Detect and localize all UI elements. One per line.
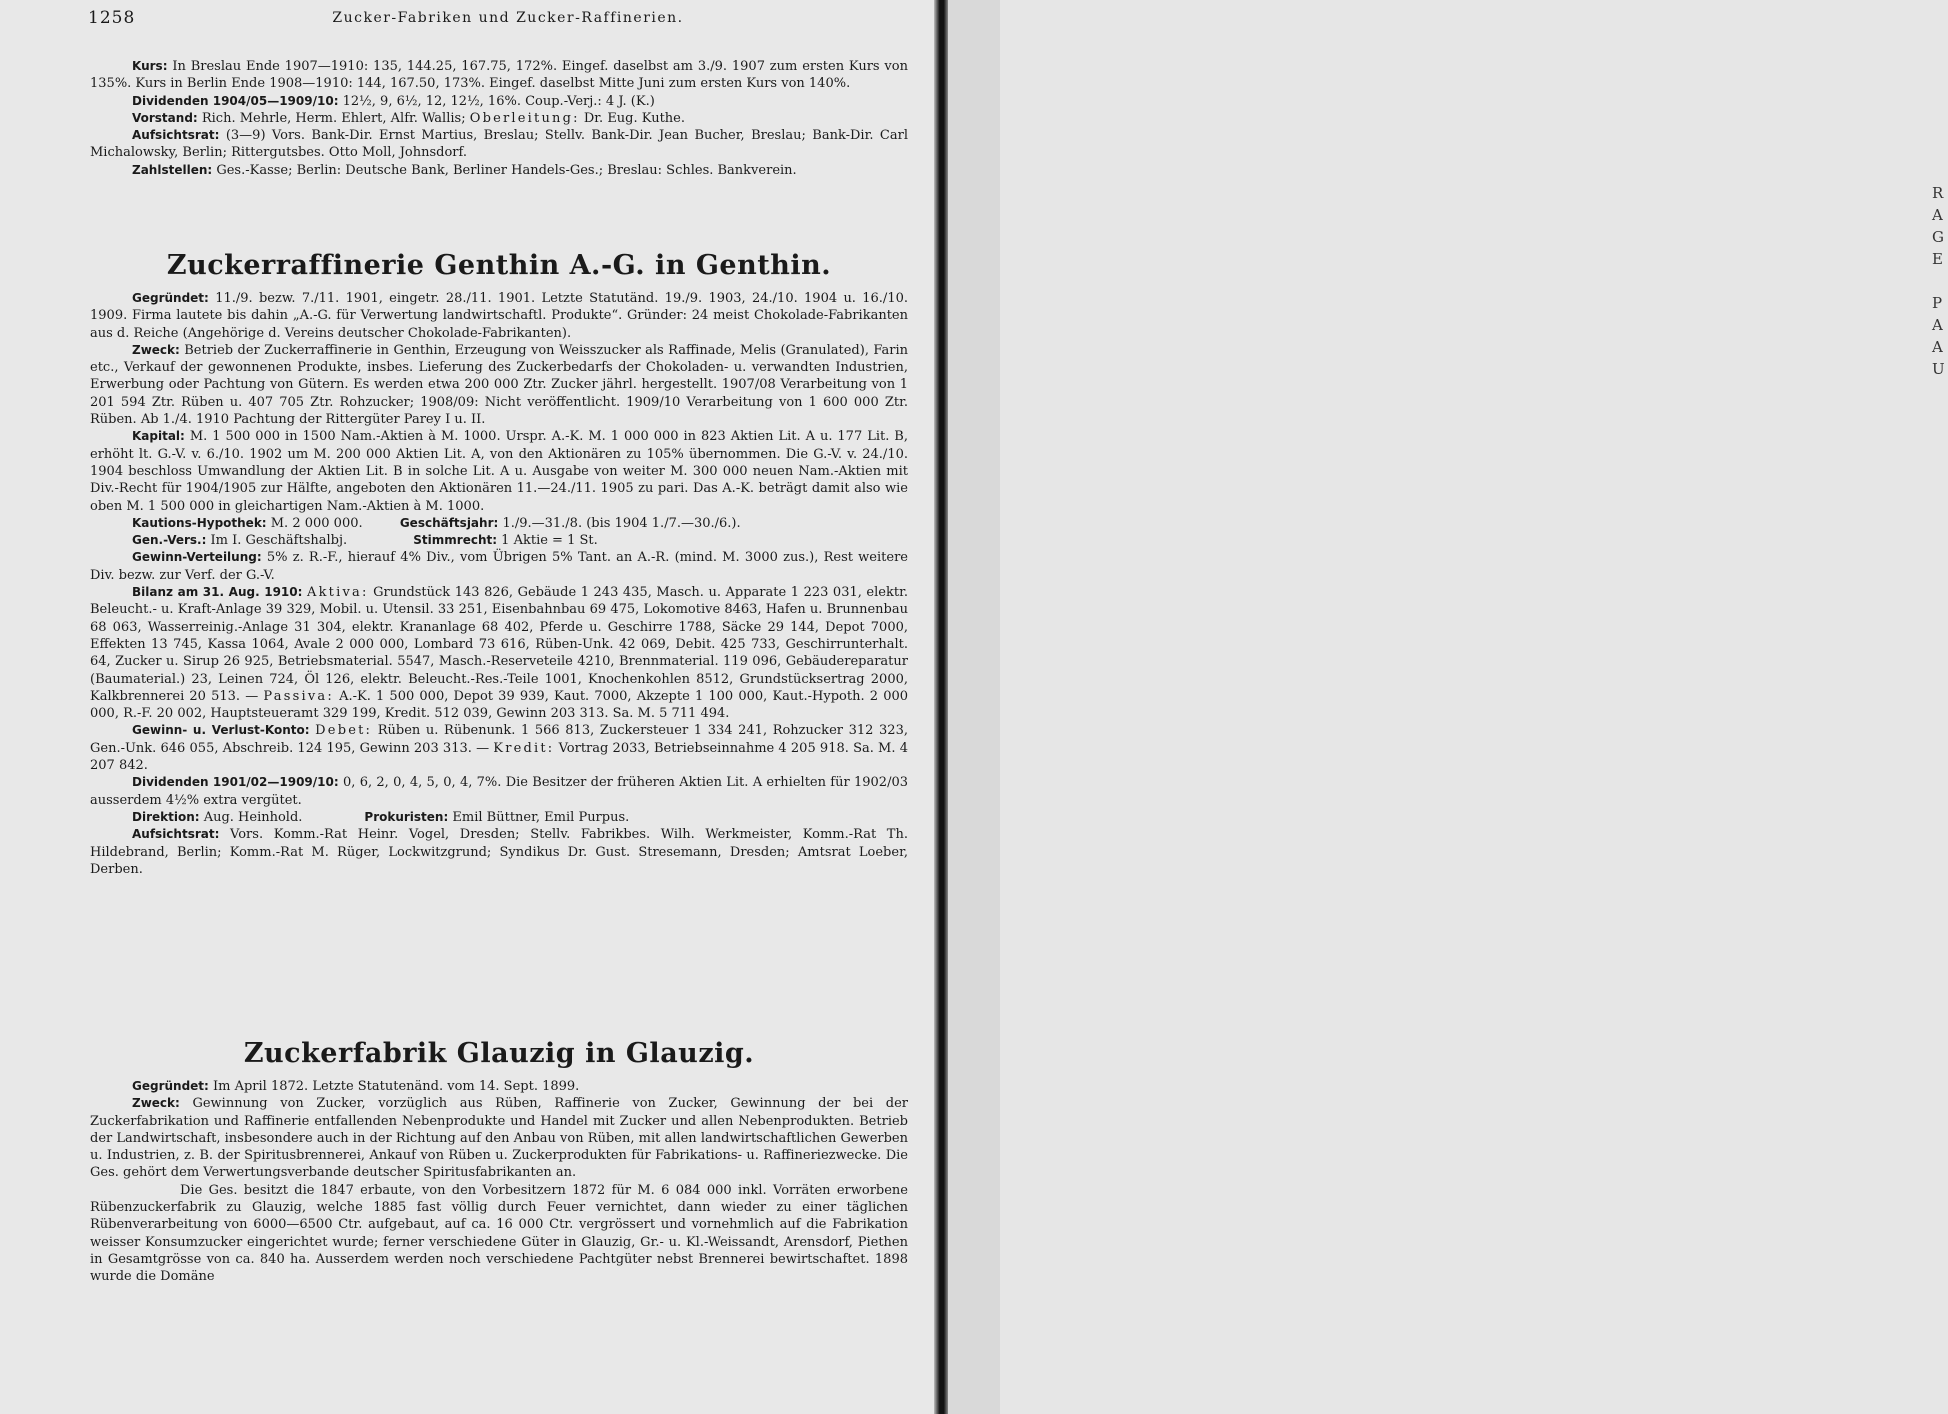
book-page <box>0 0 934 1414</box>
genthin-direktion <box>90 809 908 826</box>
passiva-text: A.-K. 1 500 000, Depot 39 939, Kaut. 7000, Akzepte 1 100 000, Kaut.-Hypoth. 2 000 000, R.-F. 20 002, Hauptsteueramt 329 199, Kredit. 512 039, Gewinn 203 313. Sa. M. 5 711 494. <box>90 688 909 722</box>
genthin-aufsichtsrat <box>90 826 908 878</box>
gewinn-verlust-label: Gewinn- u. Verlust-Konto: <box>132 723 310 738</box>
aktiva-label: Aktiva: <box>307 585 369 601</box>
geschaeftsjahr-label: Geschäftsjahr: <box>399 515 499 530</box>
aufsichtsrat-label: Aufsichtsrat: <box>132 827 220 842</box>
firm-title-genthin: Zuckerraffinerie Genthin A.-G. in Genthin. <box>166 250 832 281</box>
firm-title-glauzig: Zuckerfabrik Glauzig in Glauzig. <box>243 1038 755 1069</box>
adjacent-page-edge <box>948 0 1945 1414</box>
page-header <box>88 8 928 32</box>
glauzig-besitz <box>90 1182 908 1286</box>
debet-label: Debet: <box>315 723 373 739</box>
prokuristen-text: Emil Büttner, Emil Purpus. <box>452 809 630 825</box>
oberleitung-text: Dr. Eug. Kuthe. <box>583 110 685 126</box>
genthin-bilanz: Bilanz am 31. Aug. 1910: Aktiva: Grundstück 143 826, Gebäude 1 243 435, Masch. u. Apparate 1 223 031, elektr. Beleucht.- u. Kraft-Anlage 39 329, Mobil. u. Utensil. 33 251, Eisenbahnbau 69 475, Lokomotive 8463, Hafen u. Brunnenbau 68 063, Wasserreinig.-Anlage 31 304, elektr. Krananlage 68 402, Pferde u. Geschirre 1788, Säcke 29 144, Depot 7000, Effekten 13 745, Kassa 1064, Avale 2 000 000, Lombard 73 616, Rüben-Unk. 42 069, Debit. 425 733, Geschirrunterhalt. 64, Zucker u. Sirup 26 925, Betriebsmaterial. 5547, Masch.-Reserveteile 4210, Brennmaterial. 119 096, Gebäudereparatur (Baumaterial.) 23, Leinen 724, Öl 126, elektr. Beleucht.-Res.-Teile 1001, Knochenkohlen 8512, Grundstücksertrag 2000, Kalkbrennerei 20 513. — Passiva: A.-K. 1 500 000, Depot 39 939, Kaut. 7000, Akzepte 1 100 000, Kaut.-Hypoth. 2 000 000, R.-F. 20 002, Hauptsteueramt 329 199, Kredit. 512 039, Gewinn 203 313. Sa. M. 5 711 494. <box>90 585 909 722</box>
gegruendet-text: Im April 1872. Letzte Statutenänd. vom 14. Sept. 1899. <box>213 1079 580 1094</box>
passiva-label: Passiva: <box>263 688 334 704</box>
genthin-dividenden <box>90 774 908 809</box>
genvers-text: Im I. Geschäftshalbj. <box>210 533 348 549</box>
vorstand-label: Vorstand: <box>132 110 198 125</box>
kaution-label: Kautions-Hypothek: <box>132 515 267 530</box>
dividenden-paragraph <box>90 93 908 110</box>
kurs-paragraph <box>90 58 908 93</box>
prokuristen-label: Prokuristen: <box>364 809 449 824</box>
gegruendet-text: 11./9. bezw. 7./11. 1901, eingetr. 28./11. 1901. Letzte Statutänd. 19./9. 1903, 24./10. 1904 u. 16./10. 1909. Firma lautete bis dahin „A.-G. für Verwertung landwirtschaftl. Produkte“. Gründer: 24 meist Chokolade-Fabrikanten aus d. Reiche (Angehörige d. Vereins deutscher Chokolade-Fabrikanten). <box>90 291 908 341</box>
glauzig-entry <box>90 1078 908 1286</box>
geschaeftsjahr-text: 1./9.—31./8. (bis 1904 1./7.—30./6.). <box>502 515 741 531</box>
aufsichtsrat-label: Aufsichtsrat: <box>132 128 220 143</box>
running-title: Zucker-Fabriken und Zucker-Raffinerien. <box>332 10 684 26</box>
kaution-text: M. 2 000 000. <box>270 515 363 531</box>
kredit-text: Vortrag 2033, Betriebseinnahme 4 205 918. Sa. M. 4 207 842. <box>90 740 908 774</box>
genthin-zweck <box>90 342 908 428</box>
previous-entry-tail <box>90 58 908 179</box>
zahlstellen-text: Ges.-Kasse; Berlin: Deutsche Bank, Berliner Handels-Ges.; Breslau: Schles. Bankverein. <box>216 162 797 178</box>
gewinnverteilung-text: 5% z. R.-F., hierauf 4% Div., vom Übrigen 5% Tant. an A.-R. (mind. M. 3000 zus.), Rest weitere Div. bezw. zur Verf. der G.-V. <box>90 550 908 583</box>
oberleitung-label: Oberleitung: <box>469 110 580 126</box>
direktion-label: Direktion: <box>132 809 200 824</box>
page-number: 1258 <box>88 8 136 28</box>
aufsichtsrat-text: (3—9) Vors. Bank-Dir. Ernst Martius, Breslau; Stellv. Bank-Dir. Jean Bucher, Breslau; Bank-Dir. Carl Michalowsky, Berlin; Rittergutsbes. Otto Moll, Johnsdorf. <box>90 128 908 161</box>
zahlstellen-paragraph <box>90 162 908 179</box>
genvers-label: Gen.-Vers.: <box>132 533 207 548</box>
bilanz-label: Bilanz am 31. Aug. 1910: <box>132 585 303 600</box>
zweck-label: Zweck: <box>132 1096 180 1111</box>
kapital-label: Kapital: <box>132 429 185 444</box>
zweck-label: Zweck: <box>132 342 180 357</box>
genthin-entry <box>90 290 908 878</box>
genthin-kapital <box>90 428 908 514</box>
dividenden-label: Dividenden 1904/05—1909/10: <box>132 93 339 108</box>
genthin-gewinnverteilung <box>90 549 908 584</box>
adjacent-page-letters: R A G E P A A U <box>1932 184 1945 378</box>
besitz-text: Die Ges. besitzt die 1847 erbaute, von den Vorbesitzern 1872 für M. 6 084 000 inkl. Vorräten erworbene Rübenzuckerfabrik zu Glauzig, welche 1885 fast völlig durch Feuer vernichtet, dann wieder zu einer täglichen Rübenverarbeitung von 6000—6500 Ctr. aufgebaut, auf ca. 16 000 Ctr. vergrössert und vornehmlich auf die Fabrikation weisser Konsumzucker eingerichtet wurde; ferner verschiedene Güter in Glauzig, Gr.- u. Kl.-Weissandt, Arensdorf, Piethen in Gesamtgrösse von ca. 840 ha. Ausserdem werden noch verschiedene Pachtgüter nebst Brennerei bewirtschaftet. 1898 wurde die Domäne <box>90 1182 908 1285</box>
book-gutter <box>934 0 948 1414</box>
dividenden-text: 12½, 9, 6½, 12, 12½, 16%. Coup.-Verj.: 4 J. (K.) <box>342 93 655 109</box>
gegruendet-label: Gegründet: <box>132 291 209 305</box>
genthin-genvers-stimmrecht <box>90 532 908 549</box>
kurs-label: Kurs: <box>132 59 168 73</box>
dividenden-label: Dividenden 1901/02—1909/10: <box>132 775 339 790</box>
vorstand-text: Rich. Mehrle, Herm. Ehlert, Alfr. Wallis; <box>201 110 466 126</box>
gewinnverteilung-label: Gewinn-Verteilung: <box>132 550 262 565</box>
debet-text: Rüben u. Rübenunk. 1 566 813, Zuckersteuer 1 334 241, Rohzucker 312 323, Gen.-Unk. 646 055, Abschreib. 124 195, Gewinn 203 313. — <box>90 723 908 756</box>
stimmrecht-label: Stimmrecht: <box>413 533 498 548</box>
zahlstellen-label: Zahlstellen: <box>132 162 213 177</box>
genthin-gewinn-verlust <box>90 722 908 774</box>
dividenden-text: 0, 6, 2, 0, 4, 5, 0, 4, 7%. Die Besitzer der früheren Aktien Lit. A erhielten für 1902/03 ausserdem 4½% extra vergütet. <box>90 775 908 808</box>
stimmrecht-text: 1 Aktie = 1 St. <box>501 533 598 549</box>
glauzig-gegruendet <box>90 1078 908 1095</box>
aufsichtsrat-paragraph <box>90 127 908 162</box>
aufsichtsrat-text: Vors. Komm.-Rat Heinr. Vogel, Dresden; Stellv. Fabrikbes. Wilh. Werkmeister, Komm.-Rat Th. Hildebrand, Berlin; Komm.-Rat M. Rüger, Lockwitzgrund; Syndikus Dr. Gust. Stresemann, Dresden; Amtsrat Loeber, Derben. <box>90 827 908 877</box>
genthin-gegruendet <box>90 290 908 342</box>
genthin-kaution-geschaeftsjahr <box>90 515 908 532</box>
kurs-text: In Breslau Ende 1907—1910: 135, 144.25, 167.75, 172%. Eingef. daselbst am 3./9. 1907 zum ersten Kurs von 135%. Kurs in Berlin Ende 1908—1910: 144, 167.50, 173%. Eingef. daselbst Mitte Juni zum ersten Kurs von 140%. <box>90 59 908 92</box>
zweck-text: Betrieb der Zuckerraffinerie in Genthin, Erzeugung von Weisszucker als Raffinade, Melis (Granulated), Farin etc., Verkauf der gewonnenen Produkte, insbes. Lieferung des Zuckerbedarfs der Chokoladen- u. verwandten Industrien, Erwerbung oder Pachtung von Gütern. Es werden etwa 200 000 Ztr. Zucker jährl. hergestellt. 1907/08 Verarbeitung von 1 201 594 Ztr. Rüben u. 407 705 Ztr. Rohzucker; 1908/09: Nicht veröffentlicht. 1909/10 Verarbeitung von 1 600 000 Ztr. Rüben. Ab 1./4. 1910 Pachtung der Rittergüter Parey I u. II. <box>90 342 909 428</box>
aktiva-text: Grundstück 143 826, Gebäude 1 243 435, Masch. u. Apparate 1 223 031, elektr. Beleucht.- u. Kraft-Anlage 39 329, Mobil. u. Utensil. 33 251, Eisenbahnbau 69 475, Lokomotive 8463, Hafen u. Brunnenbau 68 063, Wasserreinig.-Anlage 31 304, elektr. Krananlage 68 402, Pferde u. Geschirre 1788, Säcke 29 144, Depot 7000, Effekten 13 745, Kassa 1064, Avale 2 000 000, Lombard 73 616, Rüben-Unk. 42 069, Debit. 425 733, Geschirrunterhalt. 64, Zucker u. Sirup 26 925, Betriebsmaterial. 5547, Masch.-Reserveteile 4210, Brennmaterial. 119 096, Gebäudereparatur (Baumaterial.) 23, Leinen 724, Öl 126, elektr. Beleucht.-Res.-Teile 1001, Knochenkohlen 8512, Grundstücksertrag 2000, Kalkbrennerei 20 513. <box>90 585 908 704</box>
kredit-label: Kredit: <box>493 740 555 756</box>
glauzig-zweck <box>90 1095 908 1181</box>
vorstand-paragraph <box>90 110 908 127</box>
zweck-text: Gewinnung von Zucker, vorzüglich aus Rüben, Raffinerie von Zucker, Gewinnung der bei der Zuckerfabrikation und Raffinerie entfallenden Nebenprodukte und Handel mit Zucker und allen Nebenprodukten. Betrieb der Landwirtschaft, insbesondere auch in der Richtung auf den Anbau von Rüben, mit allen landwirtschaftlichen Gewerben u. Industrien, z. B. der Spiritusbrennerei, Ankauf von Rüben u. Zuckerprodukten für Fabrikations- u. Raffineriezwecke. Die Ges. gehört dem Verwertungsverbande deutscher Spiritusfabrikanten an. <box>90 1096 908 1181</box>
gegruendet-label: Gegründet: <box>132 1079 209 1093</box>
kapital-text: M. 1 500 000 in 1500 Nam.-Aktien à M. 1000. Urspr. A.-K. M. 1 000 000 in 823 Aktien Lit. A u. 177 Lit. B, erhöht lt. G.-V. v. 6./10. 1902 um M. 200 000 Aktien Lit. A, von den Aktionären zu 105% übernommen. Die G.-V. v. 24./10. 1904 beschloss Umwandlung der Aktien Lit. B in solche Lit. A u. Ausgabe von weiter M. 300 000 neuen Nam.-Aktien mit Div.-Recht für 1904/1905 zur Hälfte, angeboten den Aktionären 11.—24./11. 1905 zu pari. Das A.-K. beträgt damit also wie oben M. 1 500 000 in gleichartigen Nam.-Aktien à M. 1000. <box>90 429 908 514</box>
direktion-text: Aug. Heinhold. <box>203 809 303 825</box>
